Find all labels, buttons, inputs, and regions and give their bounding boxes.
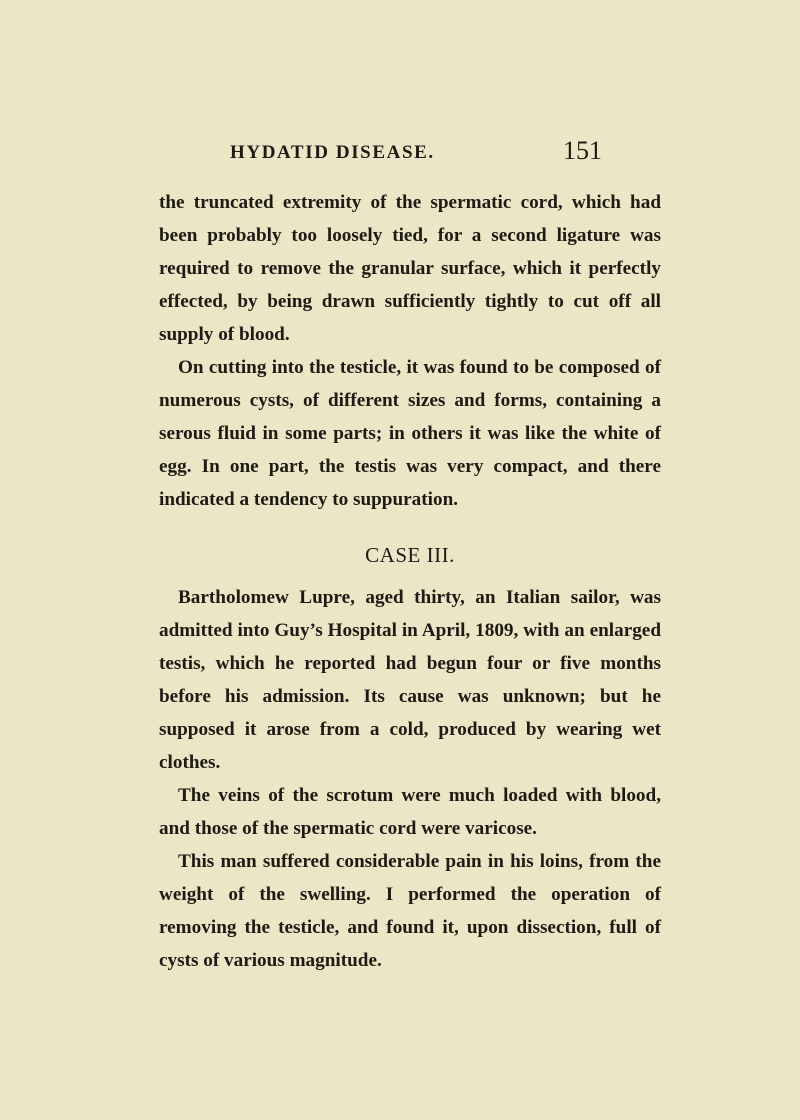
running-head [0, 136, 800, 176]
paragraph-veins: The veins of the scrotum were much loaded with blood, and those of the spermatic cord were varicose. [159, 785, 661, 839]
body-text [159, 186, 661, 977]
section-heading-case-iii: CASE III. [365, 543, 455, 567]
paragraph-patient-history: Bartholomew Lupre, aged thirty, an Italian sailor, was admitted into Guy’s Hospital in April, 1809, with an enlarged testis, which he reported had begun four or five months before his admission. Its cause was unknown; but he supposed it arose from a cold, produced by wearing wet clothes. [159, 587, 661, 773]
paragraph-operation: This man suffered considerable pain in his loins, from the weight of the swelling. I performed the operation of removing the testicle, and found it, upon dissection, full of cysts of various magnitude. [159, 851, 661, 971]
paragraph-testicle-examination: On cutting into the testicle, it was found to be composed of numerous cysts, of different sizes and forms, containing a serous fluid in some parts; in others it was like the white of egg. In one part, the testis was very compact, and there indicated a tendency to suppuration. [159, 357, 661, 510]
paragraph-continuation: the truncated extremity of the spermatic cord, which had been probably too loosely tied, for a second ligature was required to remove the granular surface, which it perfectly effected, by being drawn sufficiently tightly to cut off all supply of blood. [159, 192, 661, 345]
running-title: HYDATID DISEASE. [230, 142, 435, 163]
page-number: 151 [563, 136, 602, 165]
